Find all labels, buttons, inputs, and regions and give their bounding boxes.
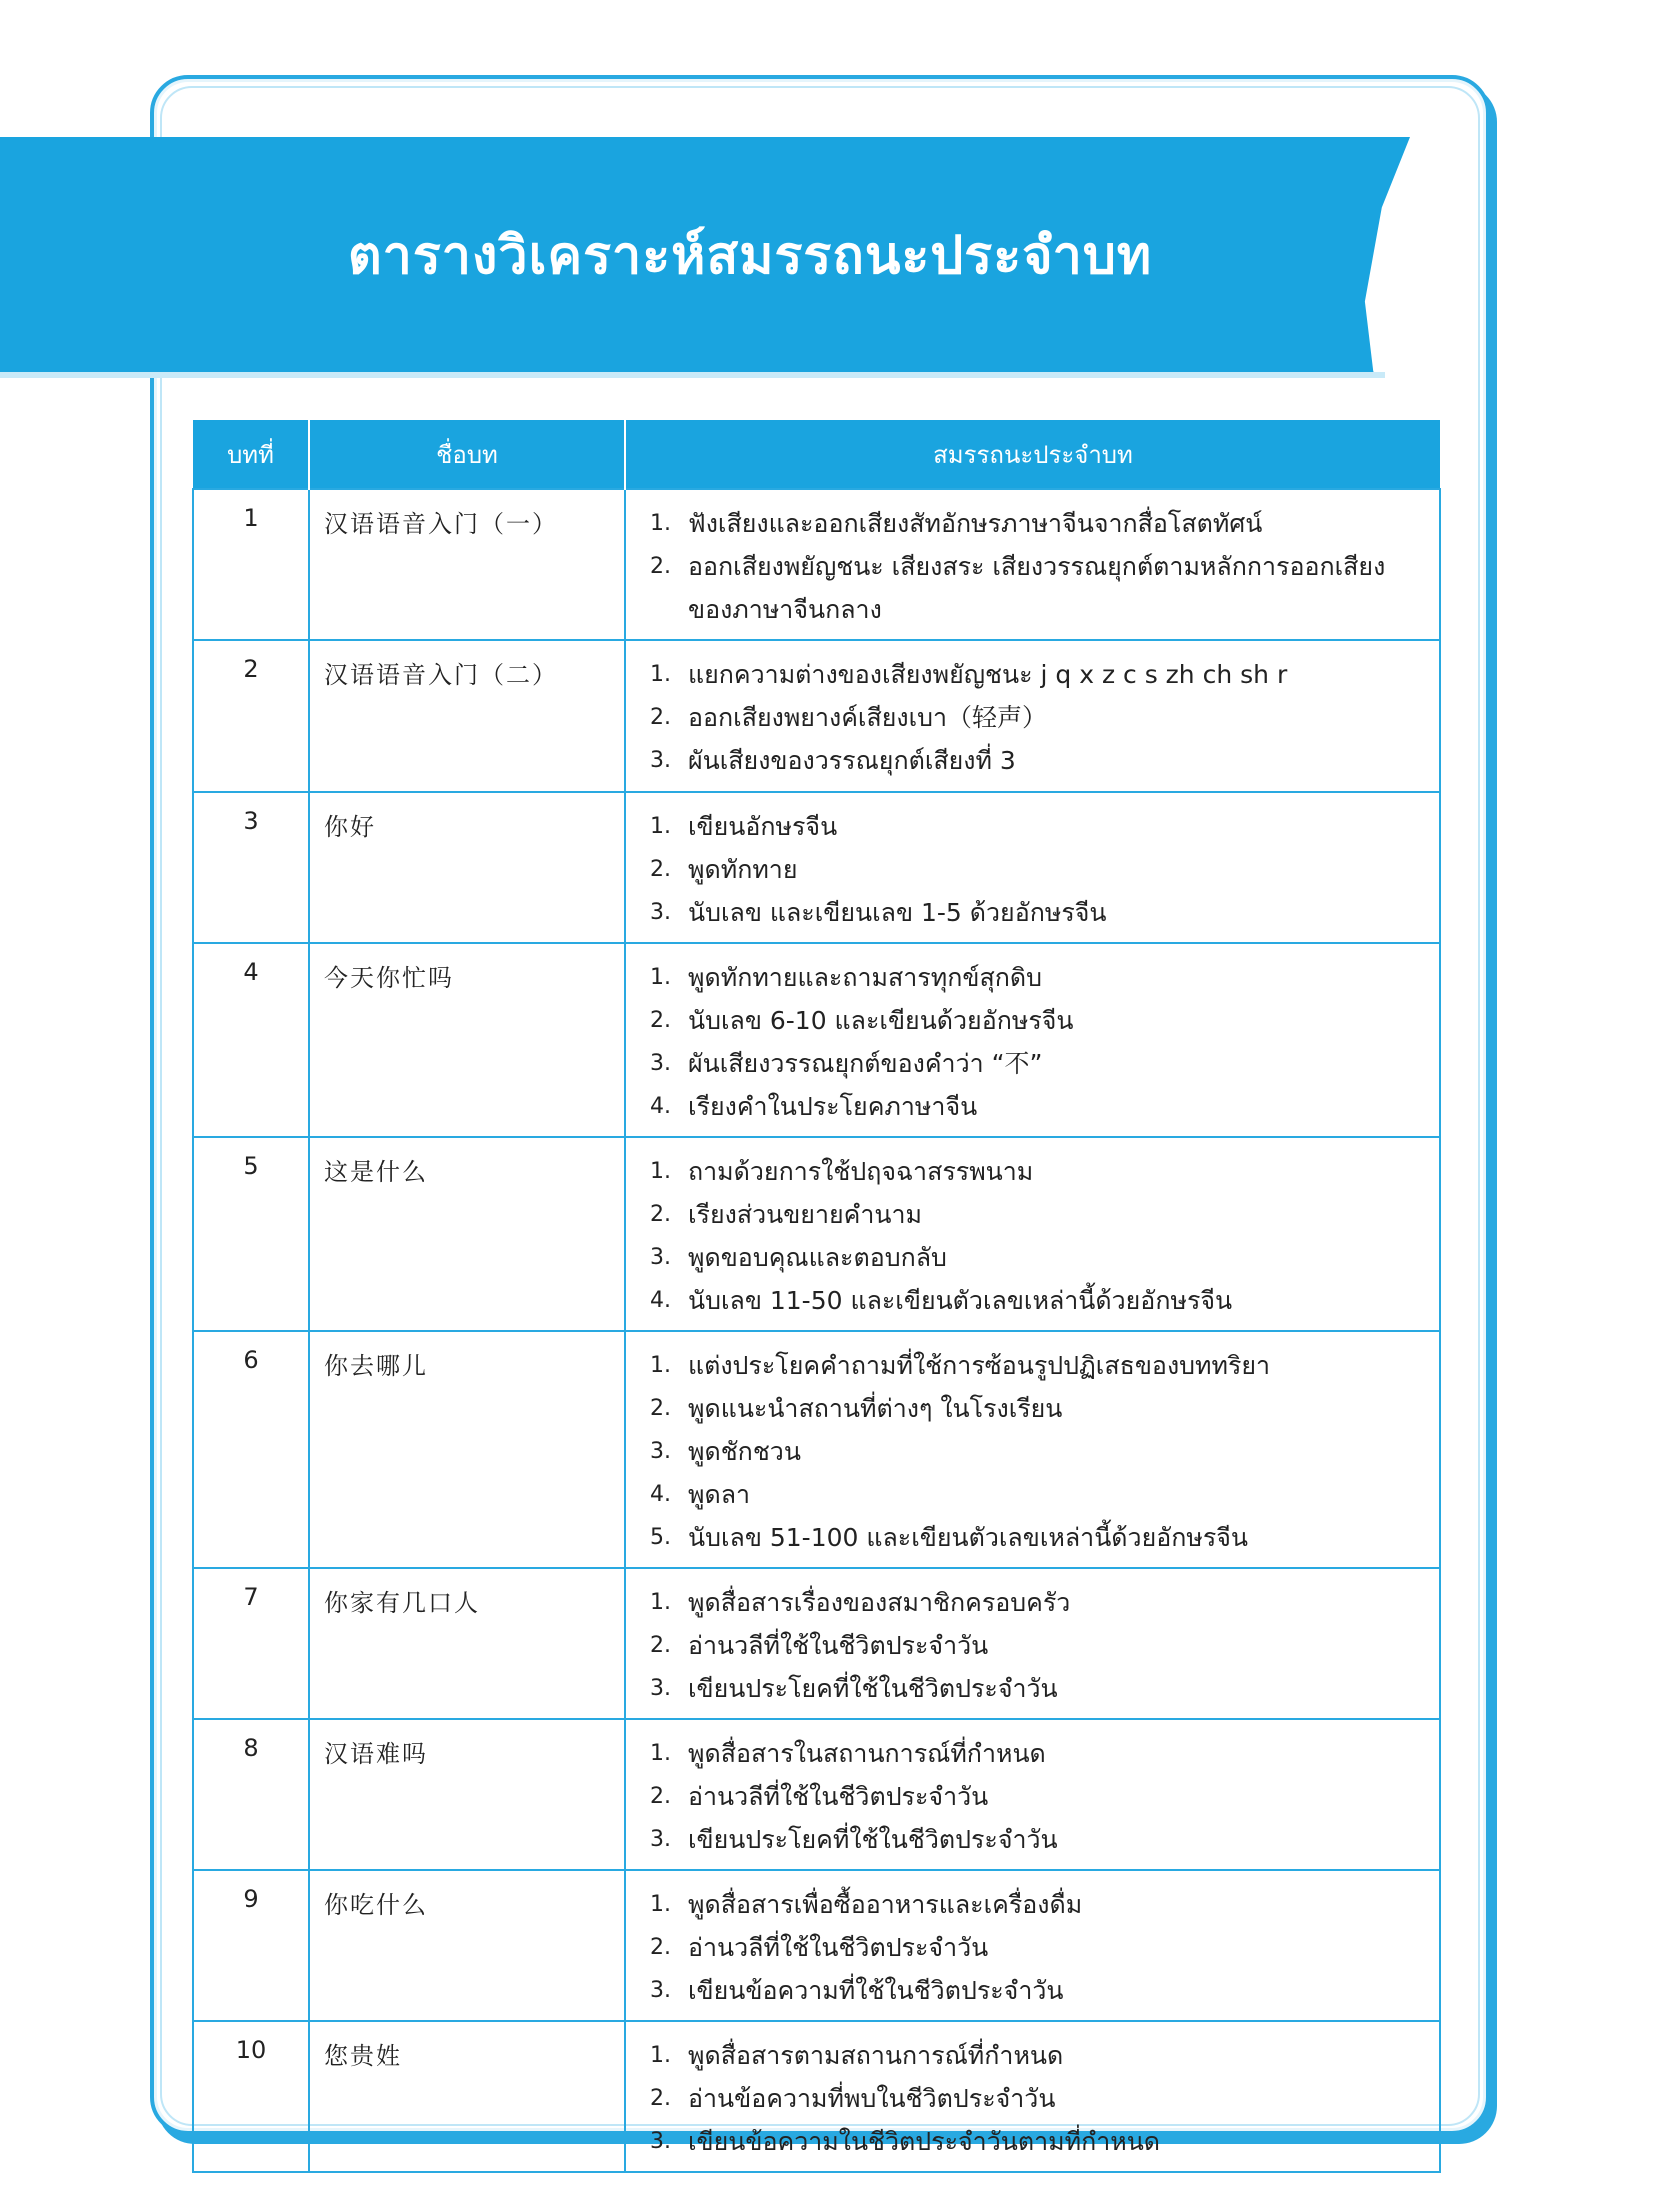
list-item-number: 4. [650, 1094, 671, 1119]
list-item-text: ฟังเสียงและออกเสียงสัทอักษรภาษาจีนจากสื่อโสตทัศน์ [688, 509, 1263, 538]
list-item [626, 2120, 1429, 2163]
competency-list [626, 944, 1439, 1136]
list-item-text: พูดชักชวน [688, 1437, 801, 1466]
list-item-number: 2. [650, 554, 671, 579]
lesson-name: 你去哪儿 [309, 1331, 625, 1568]
list-item-number: 3. [650, 1827, 671, 1852]
lesson-number: 4 [193, 943, 309, 1137]
list-item-text: เขียนข้อความในชีวิตประจำวันตามที่กำหนด [688, 2127, 1161, 2156]
list-item-number: 1. [650, 814, 671, 839]
list-item [626, 1150, 1429, 1193]
list-item-text: พูดขอบคุณและตอบกลับ [688, 1243, 947, 1272]
lesson-competencies [625, 1719, 1440, 1870]
list-item [626, 1193, 1429, 1236]
list-item [626, 1473, 1429, 1516]
list-item [626, 1344, 1429, 1387]
lesson-name: 你家有几口人 [309, 1568, 625, 1719]
list-item [626, 891, 1429, 934]
lesson-name: 这是什么 [309, 1137, 625, 1331]
table-row [193, 1719, 1440, 1870]
competency-list [626, 793, 1439, 942]
list-item-number: 5. [650, 1525, 671, 1550]
list-item [626, 1516, 1429, 1559]
lesson-name: 今天你忙吗 [309, 943, 625, 1137]
list-item-text: เรียงส่วนขยายคำนาม [688, 1200, 923, 1229]
list-item-text: นับเลข 11-50 และเขียนตัวเลขเหล่านี้ด้วยอักษรจีน [688, 1286, 1233, 1315]
table-header-row [193, 420, 1440, 489]
lesson-name: 汉语语音入门（二） [309, 640, 625, 792]
list-item-text: ถามด้วยการใช้ปฤจฉาสรรพนาม [688, 1157, 1034, 1186]
table-row [193, 489, 1440, 640]
list-item-text: นับเลข 6-10 และเขียนด้วยอักษรจีน [688, 1006, 1074, 1035]
lesson-name: 您贵姓 [309, 2021, 625, 2172]
list-item-number: 1. [650, 1892, 671, 1917]
list-item-text: เรียงคำในประโยคภาษาจีน [688, 1092, 978, 1121]
lesson-competencies [625, 943, 1440, 1137]
list-item-number: 3. [650, 900, 671, 925]
list-item [626, 1387, 1429, 1430]
title-banner-shadow [0, 372, 1385, 378]
lesson-competencies [625, 792, 1440, 943]
list-item-text: เขียนประโยคที่ใช้ในชีวิตประจำวัน [688, 1674, 1058, 1703]
list-item-number: 1. [650, 511, 671, 536]
list-item [626, 1926, 1429, 1969]
list-item [626, 1775, 1429, 1818]
competency-list [626, 1332, 1439, 1567]
lesson-number: 7 [193, 1568, 309, 1719]
table-row [193, 1137, 1440, 1331]
list-item [626, 805, 1429, 848]
list-item-text: พูดสื่อสารตามสถานการณ์ที่กำหนด [688, 2041, 1064, 2070]
list-item-text: พูดทักทาย [688, 855, 798, 884]
list-item-number: 1. [650, 965, 671, 990]
list-item [626, 1430, 1429, 1473]
list-item [626, 2077, 1429, 2120]
list-item-text: ออกเสียงพยางค์เสียงเบา（轻声） [688, 703, 1048, 732]
list-item-number: 4. [650, 1482, 671, 1507]
table-row [193, 1568, 1440, 1719]
list-item-text: ผันเสียงวรรณยุกต์ของคำว่า “不” [688, 1049, 1043, 1078]
lesson-name: 你吃什么 [309, 1870, 625, 2021]
list-item-number: 2. [650, 2086, 671, 2111]
competency-table [192, 420, 1441, 2173]
competency-list [626, 490, 1439, 639]
list-item-text: อ่านวลีที่ใช้ในชีวิตประจำวัน [688, 1782, 989, 1811]
list-item-number: 3. [650, 1676, 671, 1701]
lesson-name: 你好 [309, 792, 625, 943]
list-item-number: 2. [650, 1633, 671, 1658]
list-item-number: 2. [650, 705, 671, 730]
list-item [626, 1732, 1429, 1775]
list-item [626, 1883, 1429, 1926]
list-item [626, 653, 1429, 696]
list-item-number: 2. [650, 1202, 671, 1227]
list-item-number: 3. [650, 1051, 671, 1076]
competency-list [626, 1138, 1439, 1330]
list-item [626, 1624, 1429, 1667]
list-item-number: 3. [650, 2129, 671, 2154]
list-item-number: 1. [650, 1353, 671, 1378]
list-item [626, 1042, 1429, 1085]
list-item-number: 1. [650, 1159, 671, 1184]
list-item-text: อ่านวลีที่ใช้ในชีวิตประจำวัน [688, 1631, 989, 1660]
header-lesson-number: บทที่ [193, 420, 309, 489]
lesson-competencies [625, 2021, 1440, 2172]
list-item [626, 1236, 1429, 1279]
list-item [626, 2034, 1429, 2077]
lesson-number: 1 [193, 489, 309, 640]
competency-list [626, 1720, 1439, 1869]
list-item [626, 545, 1429, 631]
list-item-text: พูดสื่อสารในสถานการณ์ที่กำหนด [688, 1739, 1046, 1768]
header-competencies: สมรรถนะประจำบท [625, 420, 1440, 489]
list-item-text: อ่านวลีที่ใช้ในชีวิตประจำวัน [688, 1933, 989, 1962]
lesson-number: 2 [193, 640, 309, 792]
table-row [193, 640, 1440, 792]
list-item-number: 3. [650, 1978, 671, 2003]
table-row [193, 943, 1440, 1137]
list-item-number: 2. [650, 857, 671, 882]
list-item-number: 1. [650, 1741, 671, 1766]
list-item-text: พูดสื่อสารเรื่องของสมาชิกครอบครัว [688, 1588, 1071, 1617]
list-item-text: ผันเสียงของวรรณยุกต์เสียงที่ 3 [688, 746, 1016, 775]
competency-list [626, 1569, 1439, 1718]
list-item [626, 848, 1429, 891]
list-item-text: อ่านข้อความที่พบในชีวิตประจำวัน [688, 2084, 1056, 2113]
list-item [626, 1969, 1429, 2012]
list-item-text: นับเลข และเขียนเลข 1-5 ด้วยอักษรจีน [688, 898, 1107, 927]
header-lesson-name: ชื่อบท [309, 420, 625, 489]
list-item-text: เขียนข้อความที่ใช้ในชีวิตประจำวัน [688, 1976, 1064, 2005]
list-item [626, 1279, 1429, 1322]
list-item-text: พูดสื่อสารเพื่อซื้ออาหารและเครื่องดื่ม [688, 1890, 1083, 1919]
list-item-number: 3. [650, 748, 671, 773]
list-item-number: 2. [650, 1396, 671, 1421]
list-item-text: ออกเสียงพยัญชนะ เสียงสระ เสียงวรรณยุกต์ตามหลักการออกเสียงของภาษาจีนกลาง [688, 552, 1386, 624]
list-item-text: พูดลา [688, 1480, 751, 1509]
lesson-number: 3 [193, 792, 309, 943]
list-item-number: 1. [650, 2043, 671, 2068]
lesson-number: 6 [193, 1331, 309, 1568]
table-body [193, 489, 1440, 2172]
lesson-competencies [625, 1568, 1440, 1719]
table-row [193, 1331, 1440, 1568]
list-item-number: 1. [650, 1590, 671, 1615]
list-item-text: เขียนประโยคที่ใช้ในชีวิตประจำวัน [688, 1825, 1058, 1854]
list-item-text: พูดทักทายและถามสารทุกข์สุกดิบ [688, 963, 1042, 992]
lesson-competencies [625, 1870, 1440, 2021]
lesson-competencies [625, 489, 1440, 640]
list-item [626, 1667, 1429, 1710]
list-item [626, 739, 1429, 782]
list-item-text: เขียนอักษรจีน [688, 812, 838, 841]
list-item-number: 2. [650, 1935, 671, 1960]
list-item [626, 696, 1429, 739]
list-item-text: แต่งประโยคคำถามที่ใช้การซ้อนรูปปฏิเสธของบททริยา [688, 1351, 1271, 1380]
list-item-number: 4. [650, 1288, 671, 1313]
lesson-number: 5 [193, 1137, 309, 1331]
page-title: ตารางวิเคราะห์สมรรถนะประจำบท [347, 226, 1153, 286]
list-item-number: 1. [650, 662, 671, 687]
lesson-number: 8 [193, 1719, 309, 1870]
lesson-number: 10 [193, 2021, 309, 2172]
list-item-number: 3. [650, 1245, 671, 1270]
list-item [626, 1581, 1429, 1624]
competency-list [626, 641, 1439, 790]
list-item [626, 1818, 1429, 1861]
list-item-text: พูดแนะนำสถานที่ต่างๆ ในโรงเรียน [688, 1394, 1063, 1423]
lesson-competencies [625, 1137, 1440, 1331]
list-item-text: แยกความต่างของเสียงพยัญชนะ j q x z c s zh ch sh r [688, 660, 1288, 689]
list-item-number: 2. [650, 1784, 671, 1809]
table-row [193, 792, 1440, 943]
competency-list [626, 2022, 1439, 2171]
list-item [626, 999, 1429, 1042]
list-item [626, 1085, 1429, 1128]
list-item-text: นับเลข 51-100 และเขียนตัวเลขเหล่านี้ด้วยอักษรจีน [688, 1523, 1249, 1552]
lesson-name: 汉语难吗 [309, 1719, 625, 1870]
lesson-competencies [625, 1331, 1440, 1568]
competency-list [626, 1871, 1439, 2020]
list-item-number: 2. [650, 1008, 671, 1033]
list-item-number: 3. [650, 1439, 671, 1464]
lesson-name: 汉语语音入门（一） [309, 489, 625, 640]
list-item [626, 956, 1429, 999]
lesson-competencies [625, 640, 1440, 792]
lesson-number: 9 [193, 1870, 309, 2021]
table-row [193, 1870, 1440, 2021]
list-item [626, 502, 1429, 545]
table-row [193, 2021, 1440, 2172]
